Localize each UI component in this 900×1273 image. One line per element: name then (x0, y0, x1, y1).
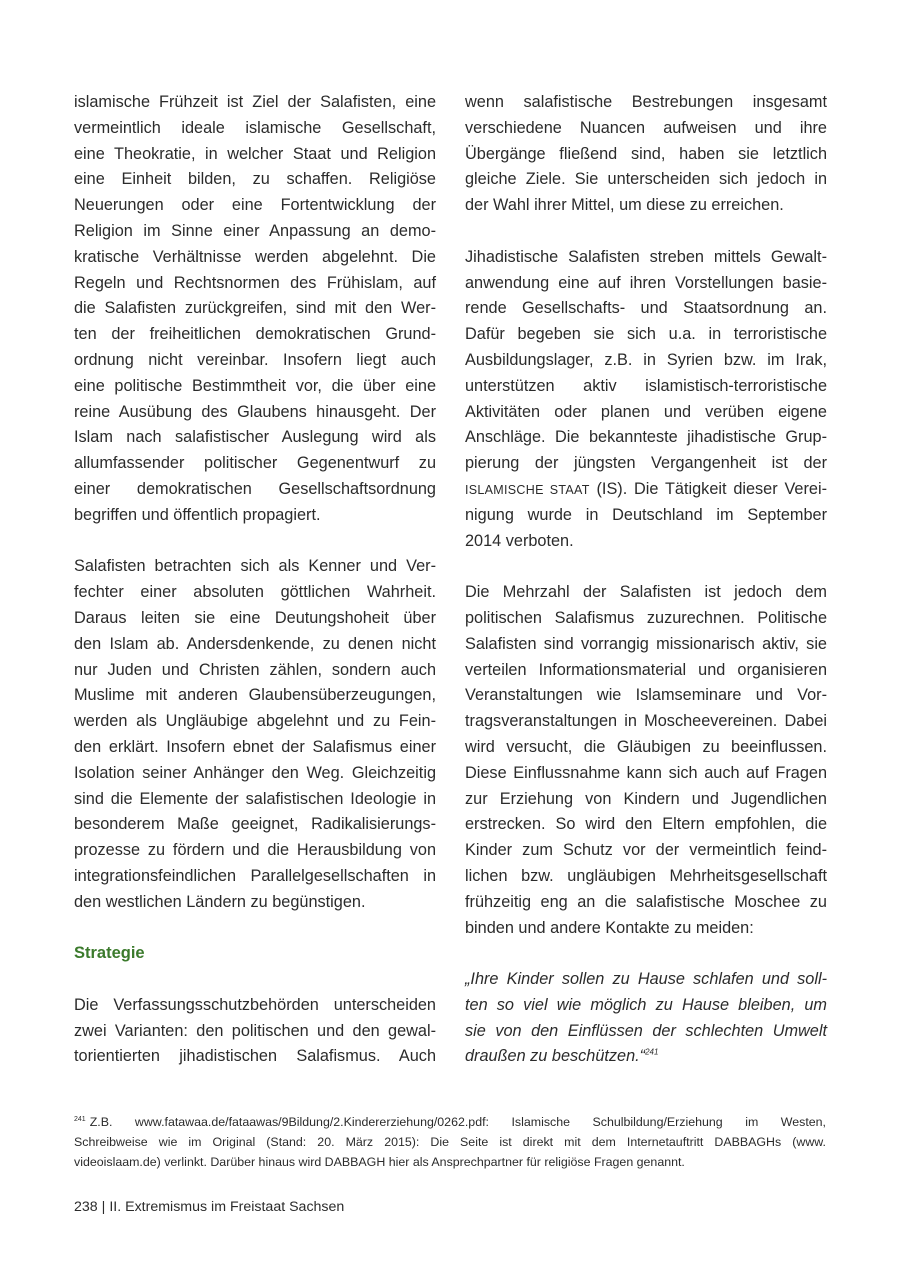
text-line: Daraus leiten sie eine Deutungshoheit über (74, 608, 436, 627)
right-column (465, 90, 827, 1070)
text-line: Die Mehrzahl der Salafisten ist jedoch dem (465, 583, 827, 602)
text-line: den erklärt. Insofern ebnet der Salafismus einer (74, 737, 436, 756)
text-line: gleiche Ziele. Sie unterscheiden sich jedoch in (465, 170, 827, 189)
text-line: Ausbildungslager, z.B. in Syrien bzw. im Irak, (465, 350, 827, 369)
footer-separator: | (101, 1199, 106, 1215)
text-line: Salafisten sind vorrangig missionarisch aktiv, sie (465, 634, 827, 653)
text-line: Regeln und Rechtsnormen des Frühislam, auf (74, 273, 436, 292)
text-line: unterstützen aktiv islamistisch-terroristische (465, 376, 827, 395)
text-line: einer demokratischen Gesellschaftsordnung (74, 479, 436, 498)
text-line: Islam nach salafistischer Auslegung wird als (74, 428, 436, 447)
text-line: pierung der jüngsten Vergangenheit ist der (465, 454, 827, 473)
text-line: nigung wurde in Deutschland im September (465, 505, 827, 524)
text-line: islamische Frühzeit ist Ziel der Salafisten, eine (74, 93, 436, 111)
text-line: frühzeitig eng an die salafistische Moschee zu (465, 892, 827, 911)
text-line: anwendung eine auf ihren Vorstellungen basie- (465, 273, 827, 292)
text-line: eine politische Bestimmtheit vor, die über eine (74, 376, 436, 395)
text-line: allumfassender politischer Gegenentwurf zu (74, 454, 436, 473)
text-line: den westlichen Ländern zu begünstigen. (74, 892, 366, 911)
quote-line: „Ihre Kinder sollen zu Hause schlafen und soll- (465, 970, 827, 989)
text-line: lichen bzw. ungläubigen Mehrheitsgesellschaft (465, 866, 827, 885)
text-line: zur Erziehung von Kindern und Jugendlichen (465, 789, 827, 808)
paragraph-gap (465, 219, 827, 245)
organization-name: ISLAMISCHE STAAT (465, 482, 590, 497)
text-line: den Islam ab. Andersdenkende, zu denen nicht (74, 634, 436, 653)
text-line: Muslime mit anderen Glaubensüberzeugungen, (74, 686, 436, 705)
text-line: verteilen Informationsmaterial und organisieren (465, 660, 827, 679)
text-line: wird versucht, die Gläubigen zu beeinflussen. (465, 737, 827, 756)
text-line: Dafür begeben sie sich u.a. in terroristische (465, 325, 827, 344)
paragraph (465, 245, 827, 555)
text-line: ordnung nicht vereinbar. Insofern liegt auch (74, 350, 436, 369)
footnote-reference[interactable]: 241 (645, 1048, 659, 1058)
quote-line (465, 1044, 827, 1070)
text-line: Die Verfassungsschutzbehörden unterscheiden (74, 995, 436, 1014)
text-line: sind die Elemente der salafistischen Ideologie in (74, 789, 436, 808)
quote-text: draußen zu beschützen.“ (465, 1047, 646, 1066)
page-number: 238 (74, 1199, 98, 1215)
left-column (74, 90, 436, 1070)
text-line: Religion im Sinne einer Anpassung an demo- (74, 221, 436, 240)
text-line: torientierten jihadistischen Salafismus. Auch (74, 1047, 436, 1066)
text-line: werden als Ungläubige abgelehnt und zu Fein- (74, 712, 436, 731)
paragraph-gap (465, 941, 827, 967)
footnote-line (74, 1112, 826, 1132)
footnote-text: Z.B. www.fatawaa.de/fataawas/9Bildung/2.Kindererziehung/0262.pdf: Islamische Schulbildung/Erziehung im Westen, (89, 1115, 826, 1129)
text-line: erstrecken. So wird den Eltern empfohlen, die (465, 815, 827, 834)
text-line: vermeintlich ideale islamische Gesellschaft, (74, 118, 436, 137)
paragraph (465, 90, 827, 219)
text-line: integrationsfeindlichen Parallelgesellschaften in (74, 866, 436, 885)
quote-line: ten so viel wie möglich zu Hause bleiben, um (465, 995, 827, 1014)
paragraph (74, 993, 436, 1070)
text-line: besonderem Maße geeignet, Radikalisierungs- (74, 815, 436, 834)
section-heading: Strategie (74, 944, 145, 963)
text-line: politischen Salafismus zuzurechnen. Politische (465, 608, 827, 627)
text-line: Jihadistische Salafisten streben mittels Gewalt- (465, 247, 827, 266)
text-line: zwei Varianten: den politischen und den gewal- (74, 1021, 436, 1040)
text-line: ten der freiheitlichen demokratischen Grund- (74, 325, 436, 344)
paragraph-gap (74, 967, 436, 993)
text-line: prozesse zu fördern und die Herausbildung von (74, 841, 436, 860)
text-line: Diese Einflussnahme kann sich auch auf Fragen (465, 763, 827, 782)
paragraph-gap (74, 916, 436, 942)
text-line: Übergänge fließend sind, haben sie letztlich (465, 144, 827, 163)
page-footer (74, 1199, 344, 1215)
text-line: kratische Verhältnisse werden abgelehnt. Die (74, 247, 436, 266)
text-line: wenn salafistische Bestrebungen insgesamt (465, 93, 827, 111)
footnote (74, 1112, 826, 1172)
text-line: der Wahl ihrer Mittel, um diese zu erreichen. (465, 196, 784, 215)
text-line: binden und andere Kontakte zu meiden: (465, 918, 754, 937)
text-line: Anschläge. Die bekannteste jihadistische Grup- (465, 428, 827, 447)
text-fragment: (IS). Die Tätigkeit dieser Verei- (589, 479, 827, 498)
text-line: begriffen und öffentlich propagiert. (74, 505, 321, 524)
text-line: 2014 verboten. (465, 531, 574, 550)
quote-line: sie von den Einflüssen der schlechten Umwelt (465, 1021, 827, 1040)
chapter-title: II. Extremismus im Freistaat Sachsen (109, 1199, 345, 1215)
text-line: Neuerungen oder eine Fortentwicklung der (74, 196, 436, 215)
text-line: Veranstaltungen wie Islamseminare und Vor- (465, 686, 827, 705)
paragraph-gap (74, 529, 436, 555)
text-line (465, 477, 827, 503)
text-line: Kinder zum Schutz vor der vermeintlich feind- (465, 841, 827, 860)
footnote-line: videoislaam.de) verlinkt. Darüber hinaus wird DABBAGH hier als Ansprechpartner für religiöse Fragen genannt. (74, 1155, 685, 1169)
text-line: Aktivitäten oder planen und verüben eigene (465, 402, 827, 421)
paragraph (465, 580, 827, 941)
text-line: Salafisten betrachten sich als Kenner und Ver- (74, 557, 436, 576)
footnote-number: 241 (74, 1115, 86, 1123)
text-line: verschiedene Nuancen aufweisen und ihre (465, 118, 827, 137)
text-line: eine Einheit bilden, zu schaffen. Religiöse (74, 170, 436, 189)
footnote-line: Schreibweise wie im Original (Stand: 20. März 2015): Die Seite ist direkt mit dem Internetauftritt DABBAGHs (www. (74, 1135, 826, 1149)
text-line: tragsveranstaltungen in Moscheevereinen. Dabei (465, 712, 827, 731)
text-line: reine Ausübung des Glaubens hinausgeht. Der (74, 402, 436, 421)
block-quote (465, 967, 827, 1070)
text-line: rende Gesellschafts- und Staatsordnung an. (465, 299, 827, 318)
paragraph (74, 90, 436, 529)
text-line: Isolation seiner Anhänger den Weg. Gleichzeitig (74, 763, 436, 782)
text-line: eine Theokratie, in welcher Staat und Religion (74, 144, 436, 163)
paragraph (74, 554, 436, 915)
text-line: die Salafisten zurückgreifen, sind mit den Wer- (74, 299, 436, 318)
text-line: nur Juden und Christen zählen, sondern auch (74, 660, 436, 679)
paragraph-gap (465, 554, 827, 580)
text-line: fechter einer absoluten göttlichen Wahrheit. (74, 583, 436, 602)
